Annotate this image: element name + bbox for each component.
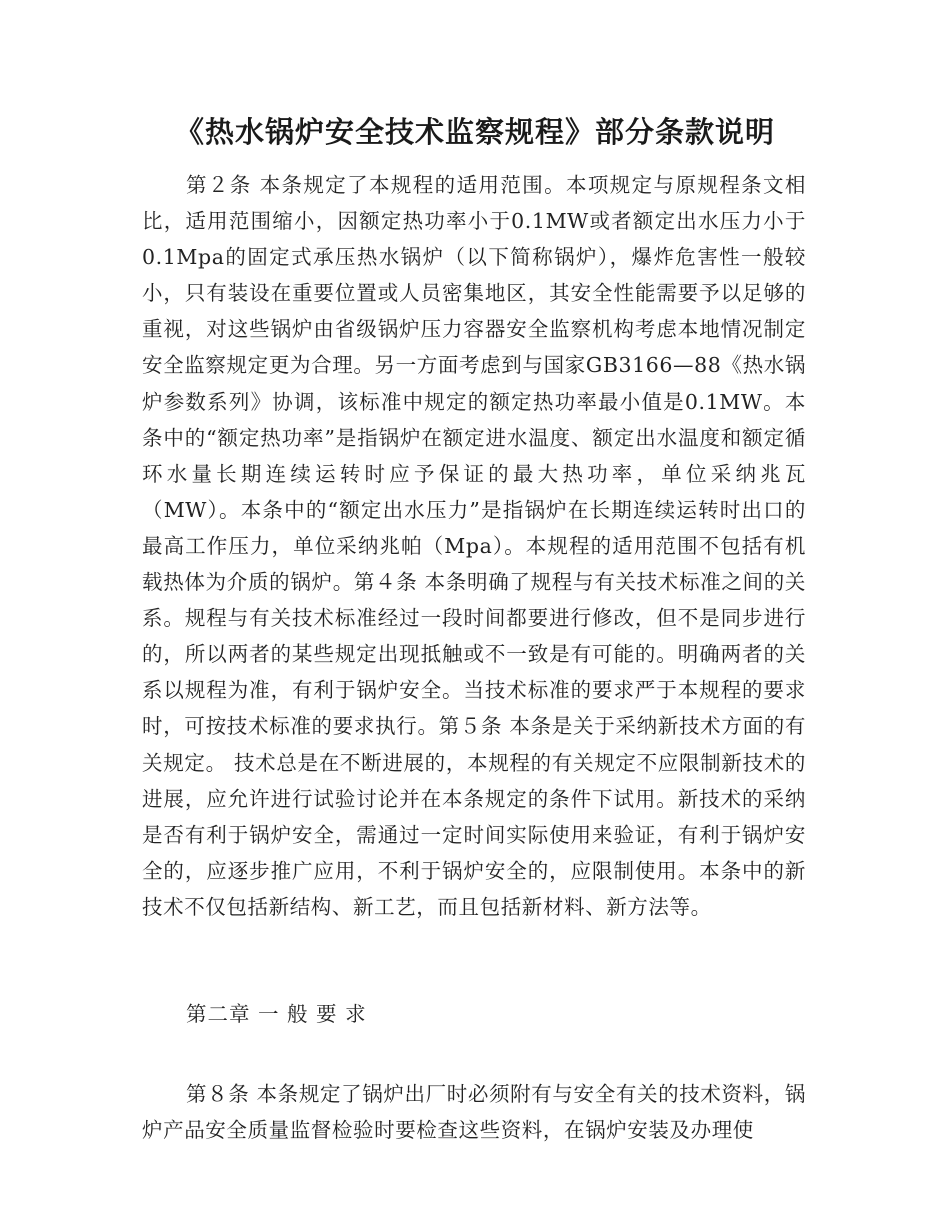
document-title: 《热水锅炉安全技术监察规程》部分条款说明 (174, 115, 775, 149)
paragraph-article-8: 第８条 本条规定了锅炉出厂时必须附有与安全有关的技术资料，锅炉产品安全质量监督检验时要检查这些资料，在锅炉安装及办理使 (142, 1082, 806, 1143)
chapter-heading: 第二章 一 般 要 求 (186, 1002, 367, 1026)
paragraph-article-2: 第２条 本条规定了本规程的适用范围。本项规定与原规程条文相比，适用范围缩小，因额定热功率小于0.1MW或者额定出水压力小于0.1Mpa的固定式承压热水锅炉（以下简称锅炉），爆炸危害性一般较小，只有装设在重要位置或人员密集地区，其安全性能需要予以足够的重视，对这些锅炉由省级锅炉压力容器安全监察机构考虑本地情况制定安全监察规定更为合理。另一方面考虑到与国家GB3166—88《热水锅炉参数系列》协调，该标准中规定的额定热功率最小值是0.1MW。本条中的“额定热功率”是指锅炉在额定进水温度、额定出水温度和额定循环水量长期连续运转时应予保证的最大热功率，单位采纳兆瓦（MW）。本条中的“额定出水压力”是指锅炉在长期连续运转时出口的最高工作压力，单位采纳兆帕（Mpa）。本规程的适用范围不包括有机载热体为介质的锅炉。第４条 本条明确了规程与有关技术标准之间的关系。规程与有关技术标准经过一段时间都要进行修改，但不是同步进行的，所以两者的某些规定出现抵触或不一致是有可能的。明确两者的关系以规程为准，有利于锅炉安全。当技术标准的要求严于本规程的要求时，可按技术标准的要求执行。第５条 本条是关于采纳新技术方面的有关规定。 技术总是在不断进展的，本规程的有关规定不应限制新技术的进展，应允许进行试验讨论并在本条规定的条件下试用。新技术的采纳是否有利于锅炉安全，需通过一定时间实际使用来验证，有利于锅炉安全的，应逐步推广应用，不利于锅炉安全的，应限制使用。本条中的新技术不仅包括新结构、新工艺，而且包括新材料、新方法等。 (142, 173, 806, 919)
